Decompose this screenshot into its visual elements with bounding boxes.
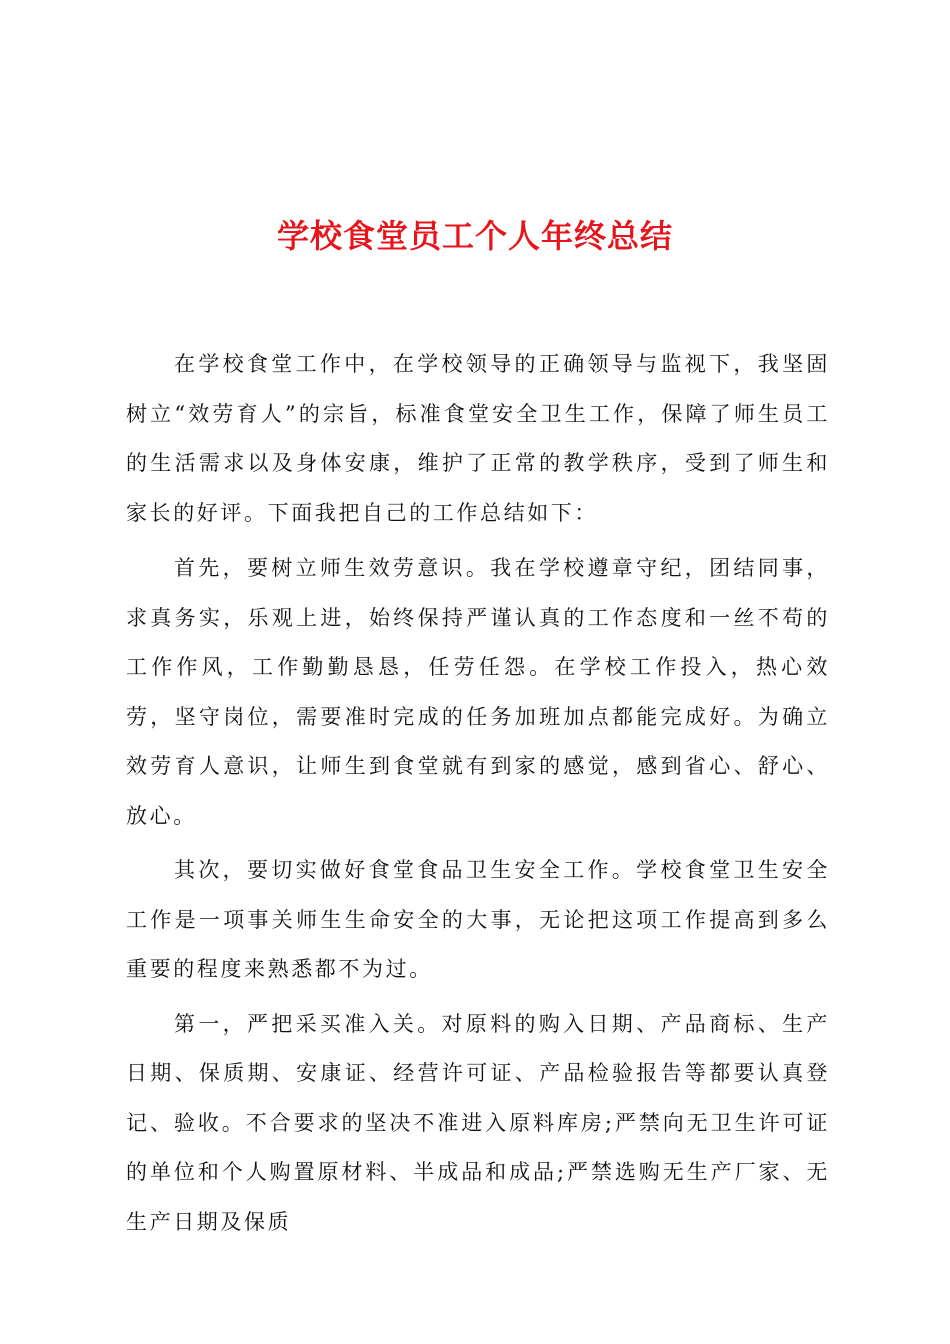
- document-body: [126, 340, 830, 1252]
- paragraph-procurement: 第一，严把采买准入关。对原料的购入日期、产品商标、生产日期、保质期、安康证、经营许可证、产品检验报告等都要认真登记、验收。不合要求的坚决不准进入原料库房;严禁向无卫生许可证的单位和个人购置原材料、半成品和成品;严禁选购无生产厂家、无生产日期及保质: [126, 1011, 830, 1234]
- document-title: 学校食堂员工个人年终总结: [276, 217, 673, 255]
- paragraph-intro: 在学校食堂工作中，在学校领导的正确领导与监视下，我坚固树立“效劳育人”的宗旨，标准食堂安全卫生工作，保障了师生员工的生活需求以及身体安康，维护了正常的教学秩序，受到了师生和家长的好评。下面我把自己的工作总结如下：: [126, 352, 830, 525]
- paragraph-food-safety: 其次，要切实做好食堂食品卫生安全工作。学校食堂卫生安全工作是一项事关师生生命安全的大事，无论把这项工作提高到多么重要的程度来熟悉都不为过。: [126, 858, 830, 981]
- paragraph-service-awareness: 首先，要树立师生效劳意识。我在学校遵章守纪，团结同事，求真务实，乐观上进，始终保持严谨认真的工作态度和一丝不苟的工作作风，工作勤勤恳恳，任劳任怨。在学校工作投入，热心效劳，坚守岗位，需要准时完成的任务加班加点都能完成好。为确立效劳育人意识，让师生到食堂就有到家的感觉，感到省心、舒心、放心。: [126, 556, 830, 828]
